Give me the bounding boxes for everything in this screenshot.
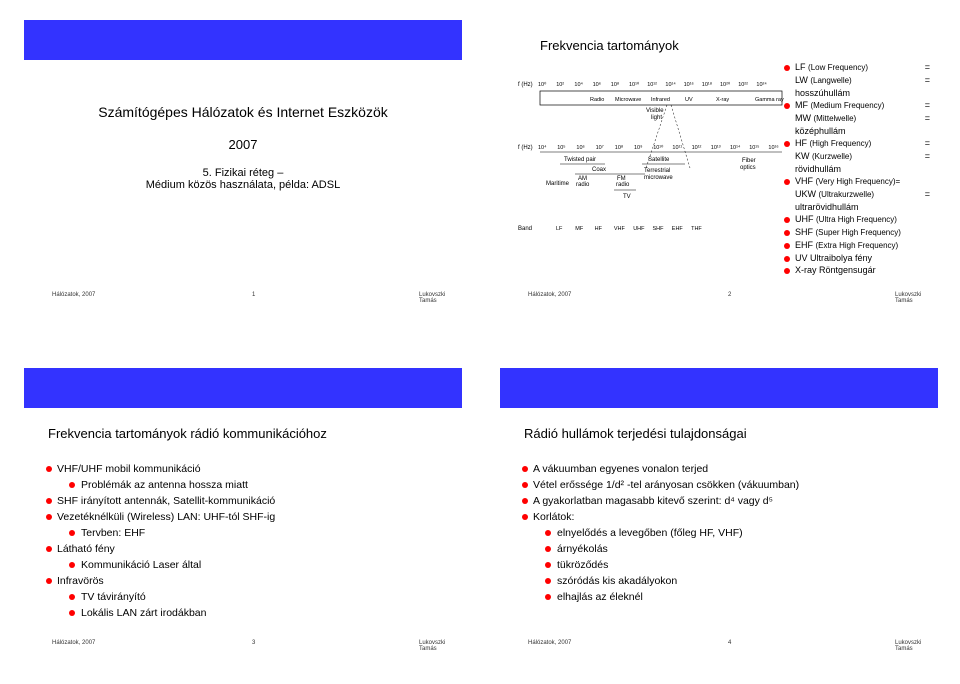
slide-title: Frekvencia tartományok rádió kommunikációhoz	[48, 426, 327, 441]
bullet-text: szóródás kis akadályokon	[557, 575, 678, 587]
bullet-text: Vezetéknélküli (Wireless) LAN: UHF-tól SHF-ig	[57, 511, 276, 523]
equals-sign: =	[924, 189, 930, 199]
band-row-label-item: VHF	[613, 226, 625, 232]
row2-axis-label: f (Hz)	[518, 145, 533, 151]
band-row-label-item: UHF	[633, 226, 645, 232]
row1-tick-labels	[538, 81, 767, 88]
bullet-icon	[784, 243, 790, 249]
row1-band-label: Gamma ray	[755, 97, 784, 103]
slide-subtitle	[24, 167, 462, 191]
row2-tick-label: 10⁷	[595, 145, 604, 151]
bullet-text: A vákuumban egyenes vonalon terjed	[533, 463, 709, 475]
band-row-label-item: EHF	[671, 226, 683, 232]
equals-sign: =	[924, 138, 930, 148]
subtitle-line-1: 5. Fizikai réteg –	[202, 167, 284, 179]
bullet-icon	[784, 217, 790, 223]
visible-light-label-2: light	[651, 115, 663, 121]
row2-tick-label: 10¹²	[691, 145, 702, 151]
slide-year: 2007	[228, 137, 258, 152]
footer-author: Lukovszki Tamás	[895, 640, 922, 652]
bullet-icon	[545, 530, 551, 536]
footer-left: Hálózatok, 2007	[52, 292, 96, 298]
row2-tick-label: 10¹⁶	[768, 145, 779, 151]
band-abbr: VHF	[795, 176, 813, 186]
row2-tick-label: 10⁴	[538, 145, 547, 151]
bullet-text: árnyékolás	[557, 543, 608, 555]
bullet-text: TV távirányító	[81, 591, 146, 603]
bullet-text: Infravörös	[57, 575, 104, 587]
bullet-icon	[46, 466, 52, 472]
bullet-item	[46, 526, 275, 542]
band-abbr: rövidhullám	[795, 164, 842, 174]
bullet-icon	[522, 514, 528, 520]
band-abbr: X-ray	[795, 265, 817, 275]
row1-tick-label: 10²⁴	[756, 82, 767, 88]
band-abbr: UKW	[795, 189, 816, 199]
am-radio-label-1: AM	[578, 176, 587, 182]
band-list-item	[784, 100, 930, 112]
fiber-label-2: optics	[740, 165, 756, 171]
row1-tick-label: 10⁸	[610, 82, 620, 88]
bullet-item	[46, 494, 275, 510]
bullet-icon	[784, 268, 790, 274]
bullet-icon	[545, 578, 551, 584]
bullet-icon	[545, 562, 551, 568]
bullet-icon	[784, 103, 790, 109]
row1-band-label: Microwave	[615, 97, 642, 103]
row2-tick-label: 10¹⁵	[749, 145, 760, 151]
band-description: (Medium Frequency)	[810, 101, 885, 110]
row1-tick-label: 10¹⁰	[629, 82, 640, 88]
footer-page-number: 4	[728, 640, 732, 646]
row1-tick-label: 10¹⁸	[701, 82, 713, 88]
row1-band-label: X-ray	[716, 97, 730, 103]
terrestrial-label-2: microwave	[644, 175, 673, 181]
band-abbr: EHF	[795, 240, 813, 250]
bullet-item	[46, 510, 275, 526]
band-abbr: középhullám	[795, 126, 846, 136]
band-abbr: UV	[795, 253, 808, 263]
bullet-icon	[784, 65, 790, 71]
band-list-item	[784, 113, 930, 125]
row2-tick-label: 10⁶	[576, 145, 585, 151]
band-row-label-item: THF	[691, 226, 702, 232]
bullet-text: A gyakorlatban magasabb kitevő szerint: d⁴ vagy d⁵	[533, 495, 773, 507]
bullet-icon	[784, 230, 790, 236]
bullet-icon	[545, 546, 551, 552]
band-description: (Ultra High Frequency)	[816, 215, 897, 224]
satellite-label: Satellite	[648, 157, 670, 163]
band-description: (Very High Frequency)=	[815, 177, 901, 186]
bullet-icon	[46, 514, 52, 520]
bullet-icon	[522, 482, 528, 488]
bullet-icon	[46, 578, 52, 584]
row1-tick-label: 10¹⁴	[665, 82, 676, 88]
band-list-item	[784, 62, 930, 74]
band-list-item	[784, 176, 930, 188]
bullet-text: elnyelődés a levegőben (főleg HF, VHF)	[557, 527, 743, 539]
row1-axis-label: f (Hz)	[518, 82, 533, 88]
band-abbr: ultrarövidhullám	[795, 202, 859, 212]
bullet-item	[522, 510, 799, 526]
slide-4	[500, 368, 938, 654]
band-list-item	[784, 265, 930, 276]
band-abbr: hosszúhullám	[795, 88, 851, 98]
band-row-label: Band	[518, 226, 533, 232]
band-description: (Super High Frequency)	[815, 228, 901, 237]
band-list-item	[784, 75, 930, 87]
band-list-item	[784, 189, 930, 201]
equals-sign: =	[924, 113, 930, 123]
bullet-item	[522, 494, 799, 510]
row1-tick-label: 10²	[556, 82, 565, 88]
slide-3	[24, 368, 462, 654]
tv-label: TV	[623, 194, 631, 200]
band-list-item	[784, 138, 930, 150]
bullet-item	[522, 574, 799, 590]
row2-tick-label: 10¹⁰	[653, 145, 664, 151]
visible-light-line-right	[671, 105, 690, 168]
bullet-item	[522, 542, 799, 558]
row2-tick-label: 10⁸	[614, 145, 624, 151]
footer-page-number: 2	[728, 292, 732, 298]
band-name-list	[784, 62, 930, 277]
bullet-item	[522, 526, 799, 542]
band-description: (Low Frequency)	[808, 63, 869, 72]
band-list-item	[784, 240, 930, 252]
slide-header-bar	[24, 20, 462, 60]
band-list-item	[784, 214, 930, 226]
slide-1	[24, 20, 462, 306]
bullet-item	[46, 558, 275, 574]
row2-tick-labels	[538, 144, 779, 151]
terrestrial-label-1: Terrestrial	[644, 168, 671, 174]
band-description: Röntgensugár	[819, 265, 876, 275]
row1-tick-label: 10⁴	[574, 82, 583, 88]
bullet-icon	[522, 466, 528, 472]
bullet-text: Tervben: EHF	[81, 527, 146, 539]
bullet-text: Vétel erőssége 1/d² -tel arányosan csökken (vákuumban)	[533, 479, 800, 491]
band-list-item	[784, 202, 930, 213]
footer-page-number: 1	[252, 292, 256, 298]
bullet-item	[46, 606, 275, 622]
bullet-list	[46, 462, 275, 622]
bullet-item	[522, 462, 799, 478]
bullet-icon	[545, 594, 551, 600]
bullet-icon	[69, 482, 75, 488]
equals-sign: =	[924, 75, 930, 85]
band-abbr: MW	[795, 113, 811, 123]
bullet-icon	[69, 594, 75, 600]
bullet-icon	[46, 546, 52, 552]
bullet-item	[46, 478, 275, 494]
slide-title: Számítógépes Hálózatok és Internet Eszközök	[98, 104, 388, 120]
bullet-item	[522, 558, 799, 574]
bullet-icon	[522, 498, 528, 504]
slide-2	[500, 20, 938, 306]
row1-band-labels	[590, 97, 784, 103]
row1-tick-label: 10²²	[738, 82, 748, 88]
bullet-text: Lokális LAN zárt irodákban	[81, 607, 207, 619]
band-abbr: HF	[795, 138, 807, 148]
bullet-list	[522, 462, 799, 606]
band-list-item	[784, 88, 930, 99]
row2-tick-label: 10¹⁴	[730, 145, 741, 151]
bullet-icon	[46, 498, 52, 504]
bullet-icon	[784, 141, 790, 147]
band-abbr: KW	[795, 151, 810, 161]
band-description: (Ultrakurzwelle)	[818, 190, 875, 199]
slide-title: Frekvencia tartományok	[540, 38, 679, 53]
bullet-item	[46, 542, 275, 558]
footer-author: Lukovszki Tamás	[419, 640, 446, 652]
twisted-pair-label: Twisted pair	[564, 157, 597, 163]
slide-title: Rádió hullámok terjedési tulajdonságai	[524, 426, 747, 441]
row1-tick-label: 10¹²	[647, 82, 657, 88]
bullet-text: SHF irányított antennák, Satellit-kommunikáció	[57, 495, 276, 507]
band-list-item	[784, 126, 930, 137]
bullet-icon	[69, 610, 75, 616]
footer-left: Hálózatok, 2007	[528, 640, 572, 646]
band-description: (High Frequency)	[809, 139, 872, 148]
fm-radio-label-2: radio	[616, 182, 630, 188]
fm-radio-label-1: FM	[617, 176, 626, 182]
bullet-item	[522, 478, 799, 494]
row1-tick-label: 10²⁰	[720, 82, 731, 88]
fiber-label-1: Fiber	[742, 158, 756, 164]
band-row-label-item: LF	[556, 226, 563, 232]
footer-author: Lukovszki Tamás	[895, 292, 922, 304]
band-list-item	[784, 164, 930, 175]
band-abbr: MF	[795, 100, 808, 110]
am-radio-label-2: radio	[576, 182, 590, 188]
bullet-text: Kommunikáció Laser által	[81, 559, 202, 571]
slide-header-bar	[24, 368, 462, 408]
footer-author: Lukovszki Tamás	[419, 292, 446, 304]
band-abbr: SHF	[795, 227, 813, 237]
bullet-text: Korlátok:	[533, 511, 575, 523]
slide-header-bar	[500, 368, 938, 408]
bullet-icon	[784, 256, 790, 262]
row2-tick-label: 10¹³	[710, 145, 721, 151]
row1-band-label: UV	[685, 97, 693, 103]
band-list-item	[784, 227, 930, 239]
bullet-icon	[69, 530, 75, 536]
footer-left: Hálózatok, 2007	[528, 292, 572, 298]
spectrum-diagram	[520, 74, 782, 244]
row1-band-label: Radio	[590, 97, 605, 103]
row2-tick-label: 10¹¹	[672, 145, 683, 151]
band-description: Ultraibolya fény	[810, 253, 873, 263]
bullet-text: Problémák az antenna hossza miatt	[81, 479, 248, 491]
bullet-item	[46, 462, 275, 478]
band-description: (Langwelle)	[810, 76, 852, 85]
band-abbr: LW	[795, 75, 808, 85]
row1-tick-label: 10¹⁶	[683, 82, 694, 88]
band-description: (Kurzwelle)	[812, 152, 853, 161]
row1-tick-label: 10⁶	[592, 82, 601, 88]
bullet-text: elhajlás az éleknél	[557, 591, 643, 603]
row1-tick-label: 10⁰	[538, 82, 547, 88]
band-row-label-item: MF	[575, 226, 584, 232]
row2-tick-label: 10⁹	[634, 145, 643, 151]
band-list-item	[784, 151, 930, 163]
maritime-label: Maritime	[546, 181, 570, 187]
footer-page-number: 3	[252, 640, 256, 646]
band-row-label-item: SHF	[652, 226, 664, 232]
subtitle-line-2: Médium közös használata, példa: ADSL	[145, 179, 341, 191]
band-list-item	[784, 253, 930, 264]
bullet-text: Látható fény	[57, 543, 115, 555]
row1-band-label: Infrared	[651, 97, 670, 103]
equals-sign: =	[924, 100, 930, 110]
band-abbr: UHF	[795, 214, 814, 224]
band-description: (Mittelwelle)	[813, 114, 857, 123]
row2-tick-label: 10⁵	[557, 145, 566, 151]
footer-left: Hálózatok, 2007	[52, 640, 96, 646]
visible-light-label-1: Visible	[646, 108, 664, 114]
coax-label: Coax	[592, 167, 607, 173]
bullet-text: tükröződés	[557, 559, 609, 571]
bullet-item	[46, 574, 275, 590]
band-description: (Extra High Frequency)	[815, 241, 899, 250]
band-abbr: LF	[795, 62, 806, 72]
equals-sign: =	[924, 151, 930, 161]
equals-sign: =	[924, 62, 930, 72]
bullet-text: VHF/UHF mobil kommunikáció	[57, 463, 201, 475]
band-row-label-item: HF	[594, 226, 602, 232]
bullet-item	[522, 590, 799, 606]
bullet-icon	[784, 179, 790, 185]
bullet-icon	[69, 562, 75, 568]
bullet-item	[46, 590, 275, 606]
band-row-labels	[556, 226, 702, 232]
